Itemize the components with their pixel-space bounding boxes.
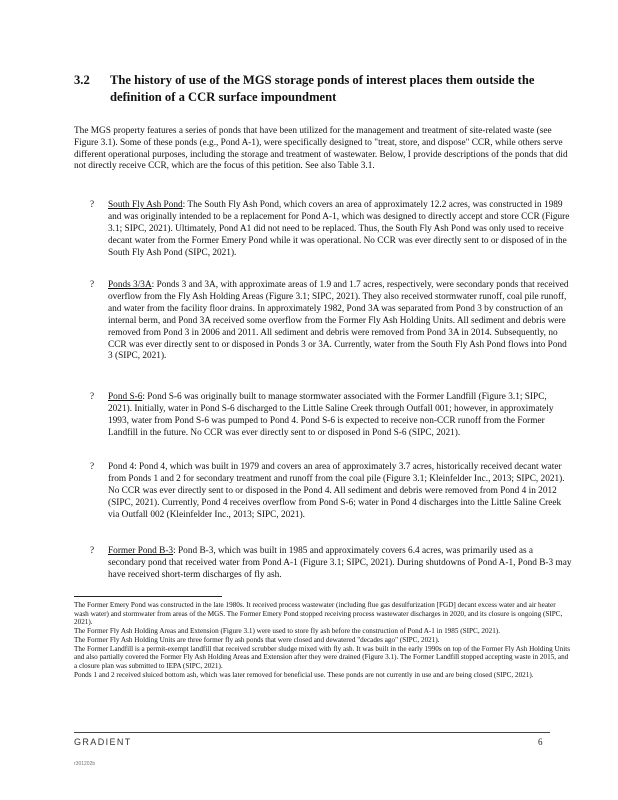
pond-name: Ponds 3/3A xyxy=(108,280,152,290)
footnote: The Former Emery Pond was constructed in the late 1980s. It received process wastewater (including flue gas desulfurization [FGD] decant excess water and air heater wash water) and stormwater from areas of the MGS. The Former Emery Pond stopped receiving process wastewater discharges in 2020, and its closure is ongoing (SIPC, 2021). xyxy=(74,601,563,627)
bullet-glyph: ? xyxy=(90,280,95,290)
bullet-glyph: ? xyxy=(90,392,95,402)
footnote: The Former Fly Ash Holding Areas and Extension (Figure 3.1) were used to store fly ash before the construction of Pond A-1 in 1985 (SIPC, 2021). xyxy=(74,627,500,636)
list-item xyxy=(90,546,572,582)
page-number: 6 xyxy=(538,737,543,747)
bullet-glyph: ? xyxy=(90,546,95,556)
footnotes xyxy=(74,601,572,679)
pond-description: Pond 4: Pond 4, which was built in 1979 and covers an area of approximately 3.7 acres, historically received decant water from Ponds 1 and 2 for secondary treatment and runoff from the coal pile (Figure 3.1; Kleinfelder Inc., 2013; SIPC, 2021). No CCR was ever directly sent to or disposed in the Pond 4. All sediment and debris were removed from Pond 4 in 2012 (SIPC, 2021). Currently, Pond 4 receives overflow from Pond S-6; water in Pond 4 discharges into the Little Saline Creek via Outfall 002 (Kleinfelder Inc., 2013; SIPC, 2021). xyxy=(108,462,565,520)
section-title: The history of use of the MGS storage ponds of interest places them outside the definition of a CCR surface impoundment xyxy=(110,73,535,104)
section-number: 3.2 xyxy=(74,73,90,87)
document-id: r301202b xyxy=(74,761,96,767)
footnote: The Former Fly Ash Holding Units are three former fly ash ponds that were closed and dewatered "decades ago" (SIPC, 2021). xyxy=(74,635,440,644)
list-item xyxy=(90,200,572,260)
pond-description: : Ponds 3 and 3A, with approximate areas of 1.9 and 1.7 acres, respectively, were secondary ponds that received overflow from the Fly Ash Holding Areas (Figure 3.1; SIPC, 2021). They also received stormwater runoff, coal pile runoff, and water from the facility floor drains. In approximately 1982, Pond 3A was separated from Pond 3 by construction of an internal berm, and Pond 3A received some overflow from the Former Fly Ash Holding Units. All sediment and debris were removed from Pond 3 in 2006 and 2011. All sediment and debris were removed from Pond 3A in 2014. Subsequently, no CCR was ever directly sent to or disposed in Ponds 3 or 3A. Currently, water from the South Fly Ash Pond flows into Pond 3 (SIPC, 2021). xyxy=(108,280,569,362)
list-item xyxy=(90,462,572,522)
footnote-divider xyxy=(74,596,222,597)
footnote: The Former Landfill is a permit-exempt landfill that received scrubber sludge mixed with fly ash. It was built in the early 1990s on top of the Former Fly Ash Holding Units and also partially covered the Former Fly Ash Holding Areas and Extension after they were drained (Figure 3.1). The Former Landfill stopped accepting waste in 2015, and a closure plan was submitted to IEPA (SIPC, 2021). xyxy=(74,644,571,670)
pond-description: : Pond B-3, which was built in 1985 and approximately covers 6.4 acres, was primarily used as a secondary pond that received water from Pond A-1 (Figure 3.1; SIPC, 2021). During shutdowns of Pond A-1, Pond B-3 may have received short-term discharges of fly ash. xyxy=(108,546,572,580)
bullet-glyph: ? xyxy=(90,462,95,472)
pond-description: : The South Fly Ash Pond, which covers an area of approximately 12.2 acres, was constructed in 1989 and was originally intended to be a replacement for Pond A-1, which was designed to directly accept and store CCR (Figure 3.1; SIPC, 2021). Ultimately, Pond A1 did not need to be replaced. Thus, the South Fly Ash Pond was only used to receive decant water from the Former Emery Pond while it was operational. No CCR was ever directly sent to or disposed of in the South Fly Ash Pond (SIPC, 2021). xyxy=(108,200,570,258)
section-heading xyxy=(74,72,574,106)
footnote: Ponds 1 and 2 received sluiced bottom ash, which was later removed for beneficial use. These ponds are not currently in use and are being closed (SIPC, 2021). xyxy=(74,670,534,679)
company-logo: GRADIENT xyxy=(74,737,132,747)
pond-name: Former Pond B-3 xyxy=(108,546,174,556)
pond-name: South Fly Ash Pond xyxy=(108,200,183,210)
footer-divider xyxy=(74,732,550,733)
pond-name: Pond S-6 xyxy=(108,392,143,402)
list-item xyxy=(90,280,572,363)
intro-paragraph: The MGS property features a series of ponds that have been utilized for the management and treatment of site-related waste (see Figure 3.1). Some of these ponds (e.g., Pond A-1), were specifically designed to "treat, store, and dispose" CCR, while others serve different operational purposes, including the storage and treatment of wastewater. Below, I provide descriptions of the ponds that did not directly receive CCR, which are the focus of this petition. See also Table 3.1. xyxy=(74,126,568,172)
list-item xyxy=(90,392,572,440)
pond-description: : Pond S-6 was originally built to manage stormwater associated with the Former Landfill (Figure 3.1; SIPC, 2021). Initially, water in Pond S-6 discharged to the Little Saline Creek through Outfall 001; however, in approximately 1993, water from Pond S-6 was pumped to Pond 4. Pond S-6 is expected to receive non-CCR runoff from the Former Landfill in the future. No CCR was ever directly sent to or disposed in Pond S-6 (SIPC, 2021). xyxy=(108,392,554,438)
bullet-glyph: ? xyxy=(90,200,95,210)
